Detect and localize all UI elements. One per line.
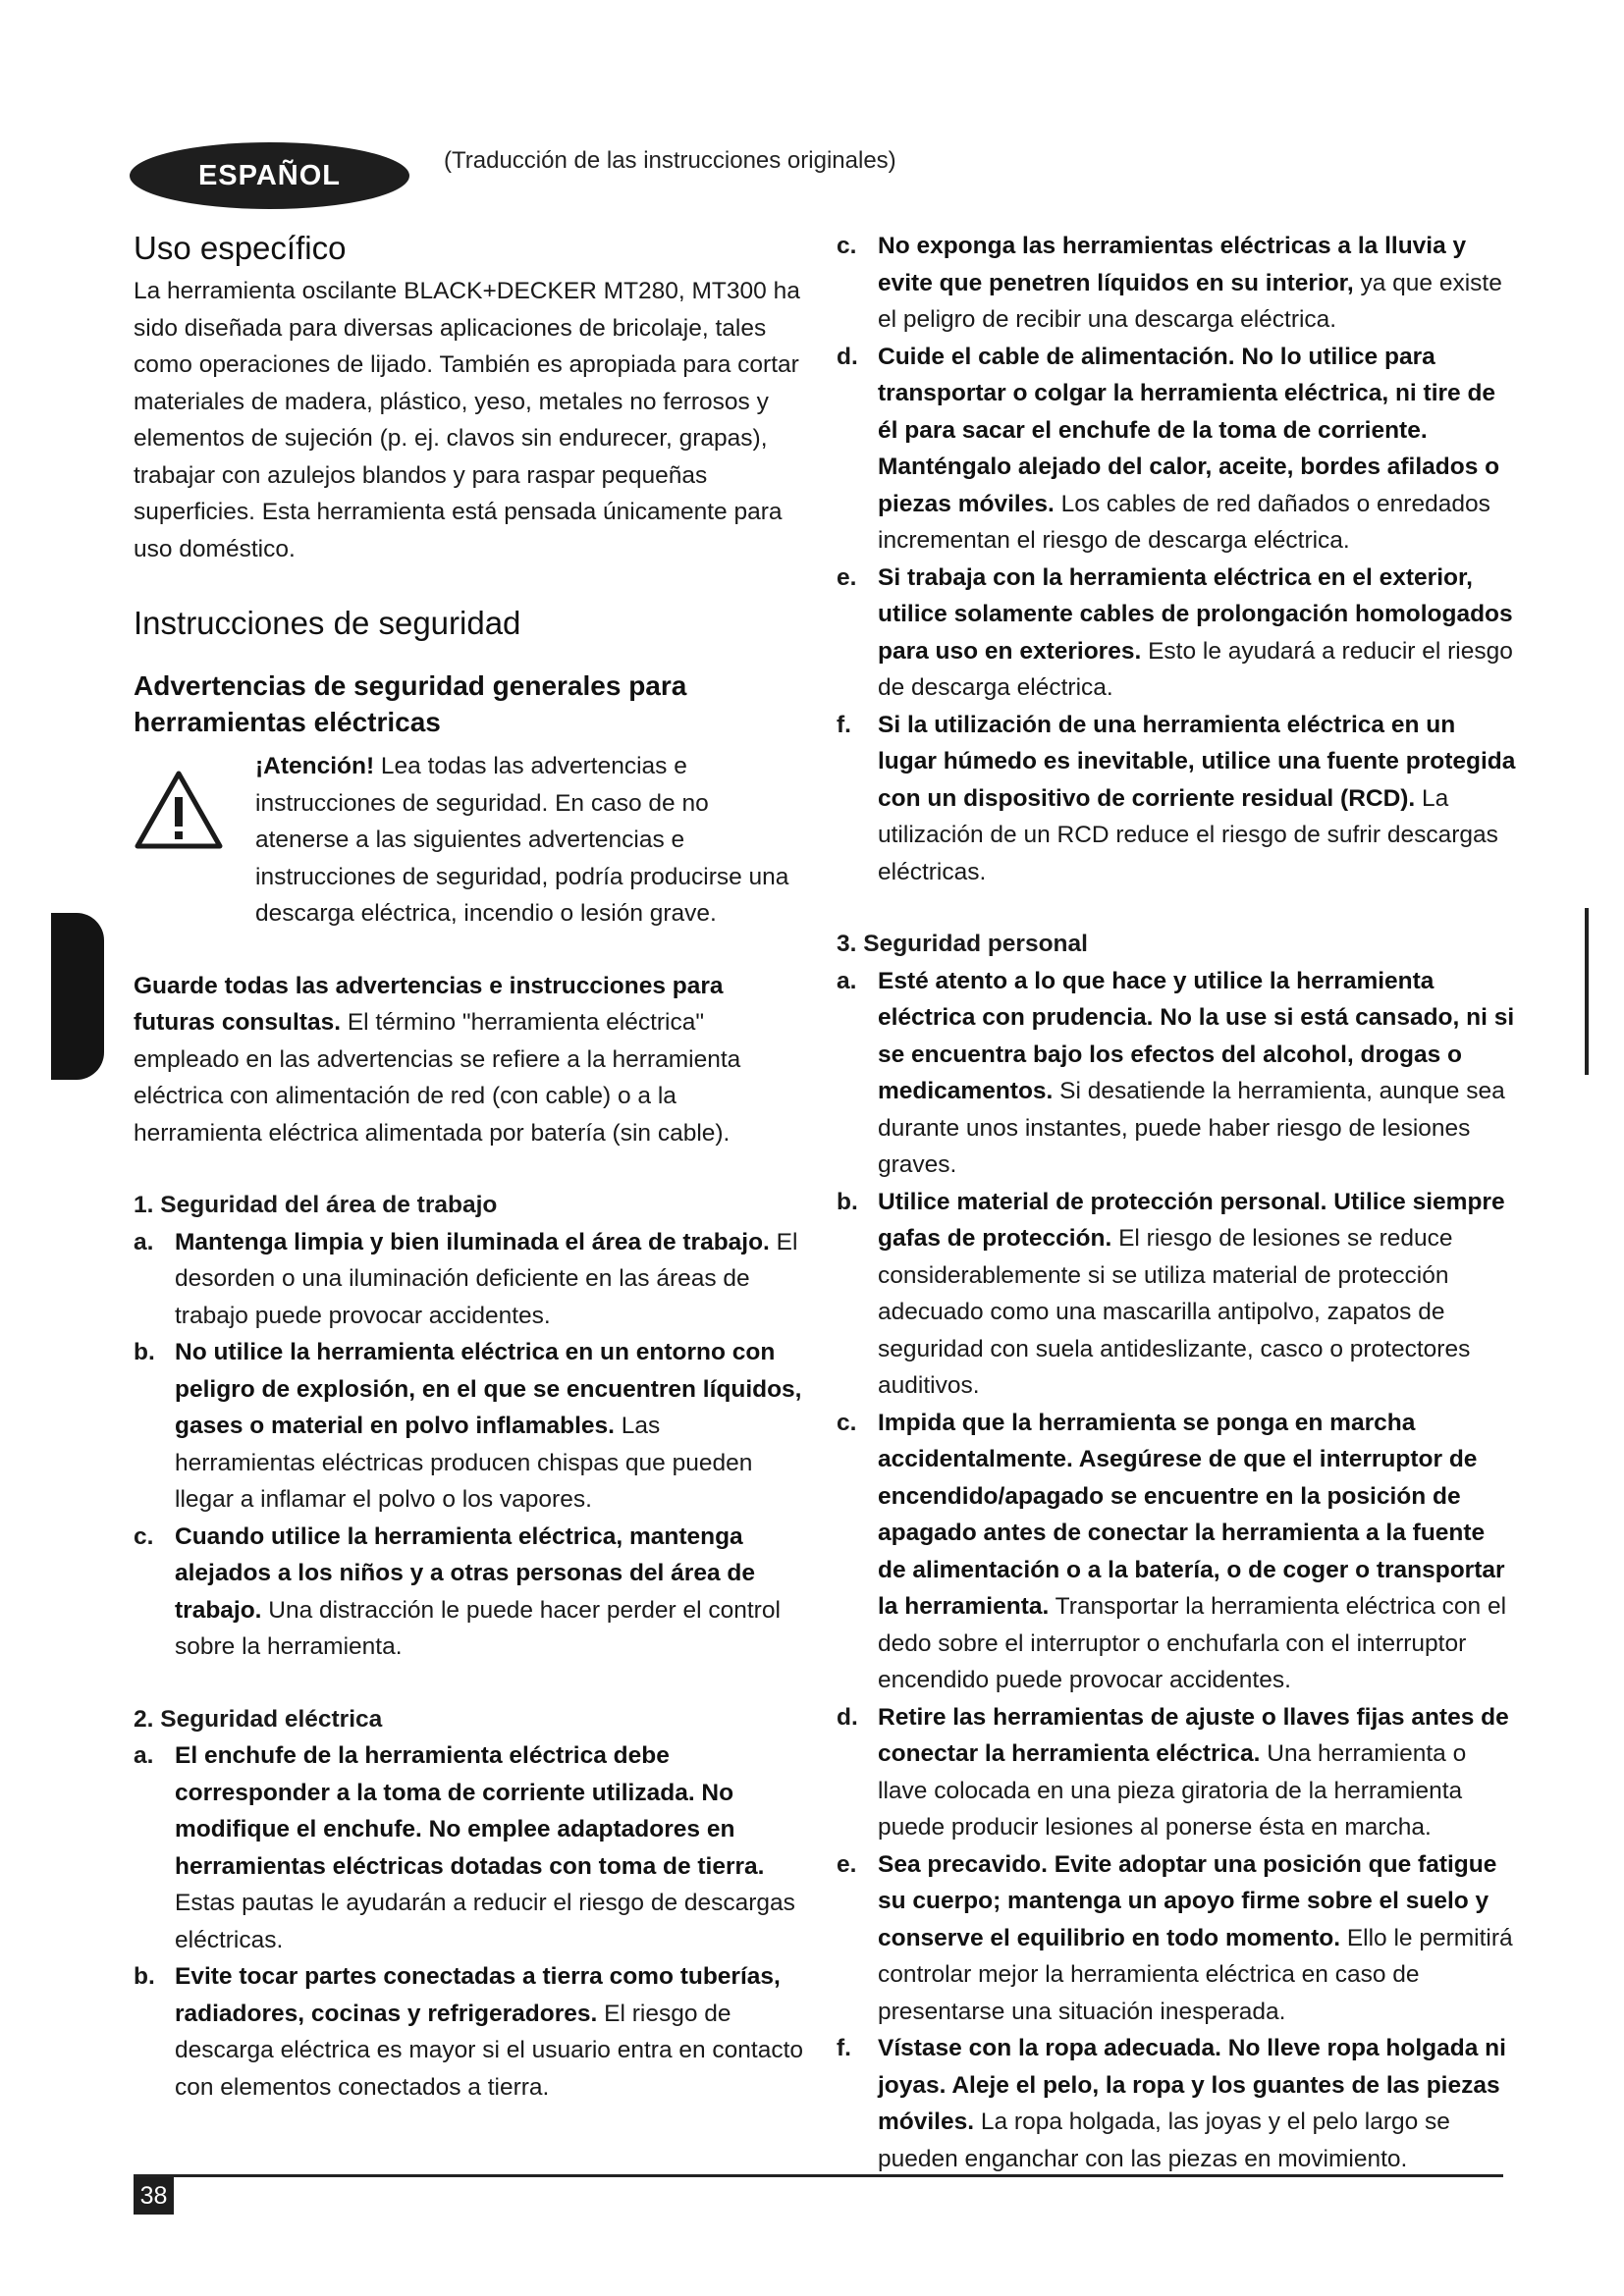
section-edge-tab bbox=[51, 913, 104, 1080]
left-column bbox=[134, 228, 806, 2106]
list-item: b. Evite tocar partes conectadas a tierra como tuberías, radiadores, cocinas y refrigeradores. El riesgo de descarga eléctrica es mayor si el usuario entra en contacto con elementos conectados a tierra. bbox=[134, 1963, 804, 2101]
list-item: d. Cuide el cable de alimentación. No lo utilice para transportar o colgar la herramienta eléctrica, ni tire de él para sacar el enchufe de la toma de corriente. Manténgalo alejado del calor, aceite, bordes afilados o piezas móviles. Los cables de red dañados o enredados incrementan el riesgo de descarga eléctrica. bbox=[837, 343, 1500, 554]
section3-heading: 3. Seguridad personal bbox=[837, 931, 1088, 957]
list-item: a. Mantenga limpia y bien iluminada el área de trabajo. El desorden o una iluminación deficiente en las áreas de trabajo puede provocar accidentes. bbox=[134, 1228, 798, 1329]
general-warnings-heading: Advertencias de seguridad generales para herramientas eléctricas bbox=[134, 670, 687, 737]
list-item: b. Utilice material de protección personal. Utilice siempre gafas de protección. El riesgo de lesiones se reduce considerablemente si se utiliza material de protección adecuado como una mascarilla antipolvo, zapatos de seguridad con suela antideslizante, casco o protectores auditivos. bbox=[837, 1188, 1505, 1399]
section1-heading: 1. Seguridad del área de trabajo bbox=[134, 1192, 498, 1218]
warning-triangle-icon bbox=[134, 770, 224, 850]
list-item: c. Cuando utilice la herramienta eléctrica, mantenga alejados a los niños y a otras personas del área de trabajo. Una distracción le puede hacer perder el control sobre la herramienta. bbox=[134, 1522, 781, 1660]
translation-note: (Traducción de las instrucciones originales) bbox=[444, 147, 896, 174]
list-item: f. Vístase con la ropa adecuada. No lleve ropa holgada ni joyas. Aleje el pelo, la ropa y los guantes de las piezas móviles. La ropa holgada, las joyas y el pelo largo se pueden enganchar con las piezas en movimiento. bbox=[837, 2035, 1506, 2172]
list-item: e. Sea precavido. Evite adoptar una posición que fatigue su cuerpo; mantenga un apoyo firme sobre el suelo y conserve el equilibrio en todo momento. Ello le permitirá controlar mejor la herramienta eléctrica en caso de presentarse una situación inesperada. bbox=[837, 1850, 1513, 2025]
margin-marker-line bbox=[1585, 908, 1589, 1075]
warning-text: ¡Atención! Lea todas las advertencias e instrucciones de seguridad. En caso de no atenerse a las siguientes advertencias e instrucciones de seguridad, podría producirse una descarga eléctrica, incendio o lesión grave. bbox=[255, 753, 789, 927]
intended-use-heading: Uso específico bbox=[134, 230, 347, 266]
right-column bbox=[837, 228, 1516, 2177]
list-item: a. El enchufe de la herramienta eléctrica debe corresponder a la toma de corriente utilizada. No modifique el enchufe. No emplee adaptadores en herramientas eléctricas dotadas con toma de tierra. Estas pautas le ayudarán a reducir el riesgo de descargas eléctricas. bbox=[134, 1742, 795, 1953]
safety-heading: Instrucciones de seguridad bbox=[134, 605, 521, 641]
list-item: e. Si trabaja con la herramienta eléctrica en el exterior, utilice solamente cables de prolongación homologados para uso en exteriores. Esto le ayudará a reducir el riesgo de descarga eléctrica. bbox=[837, 563, 1513, 701]
warning-block bbox=[134, 748, 806, 933]
list-item: f. Si la utilización de una herramienta eléctrica en un lugar húmedo es inevitable, utilice una fuente protegida con un dispositivo de corriente residual (RCD). La utilización de un RCD reduce el riesgo de sufrir descargas eléctricas. bbox=[837, 711, 1516, 885]
footer-rule bbox=[134, 2174, 1503, 2177]
list-item: a. Esté atento a lo que hace y utilice la herramienta eléctrica con prudencia. No la use si está cansado, ni si se encuentra bajo los efectos del alcohol, drogas o medicamentos. Si desatiende la herramienta, aunque sea durante unos instantes, puede haber riesgo de lesiones graves. bbox=[837, 967, 1515, 1178]
list-item: c. No exponga las herramientas eléctricas a la lluvia y evite que penetren líquidos en su interior, ya que existe el peligro de recibir una descarga eléctrica. bbox=[837, 233, 1502, 333]
language-badge: ESPAÑOL bbox=[130, 142, 409, 209]
section2-heading: 2. Seguridad eléctrica bbox=[134, 1705, 383, 1733]
page-number: 38 bbox=[134, 2177, 174, 2215]
list-item: d. Retire las herramientas de ajuste o llaves fijas antes de conectar la herramienta eléctrica. Una herramienta o llave colocada en una pieza giratoria de la herramienta puede producir lesiones al ponerse ésta en marcha. bbox=[837, 1703, 1509, 1841]
intended-use-text: La herramienta oscilante BLACK+DECKER MT280, MT300 ha sido diseñada para diversas aplicaciones de bricolaje, tales como operaciones de lijado. También es apropiada para cortar materiales de madera, plástico, yeso, metales no ferrosos y elementos de sujeción (p. ej. clavos sin endurecer, grapas), trabajar con azulejos blandos y para raspar pequeñas superficies. Esta herramienta está pensada únicamente para uso doméstico. bbox=[134, 278, 800, 562]
list-item: c. Impida que la herramienta se ponga en marcha accidentalmente. Asegúrese de que el interruptor de encendido/apagado se encuentre en la posición de apagado antes de conectar la herramienta a la fuente de alimentación o a la batería, o de coger o transportar la herramienta. Transportar la herramienta eléctrica con el dedo sobre el interruptor o enchufarla con el interruptor encendido puede provocar accidentes. bbox=[837, 1409, 1507, 1693]
list-item: b. No utilice la herramienta eléctrica en un entorno con peligro de explosión, en el que se encuentren líquidos, gases o material en polvo inflamables. Las herramientas eléctricas producen chispas que pueden llegar a inflamar el polvo o los vapores. bbox=[134, 1339, 802, 1513]
keep-instructions-text: Guarde todas las advertencias e instrucciones para futuras consultas. El término "herramienta eléctrica" empleado en las advertencias se refiere a la herramienta eléctrica con alimentación de red (con cable) o a la herramienta eléctrica alimentada por batería (sin cable). bbox=[134, 972, 741, 1147]
